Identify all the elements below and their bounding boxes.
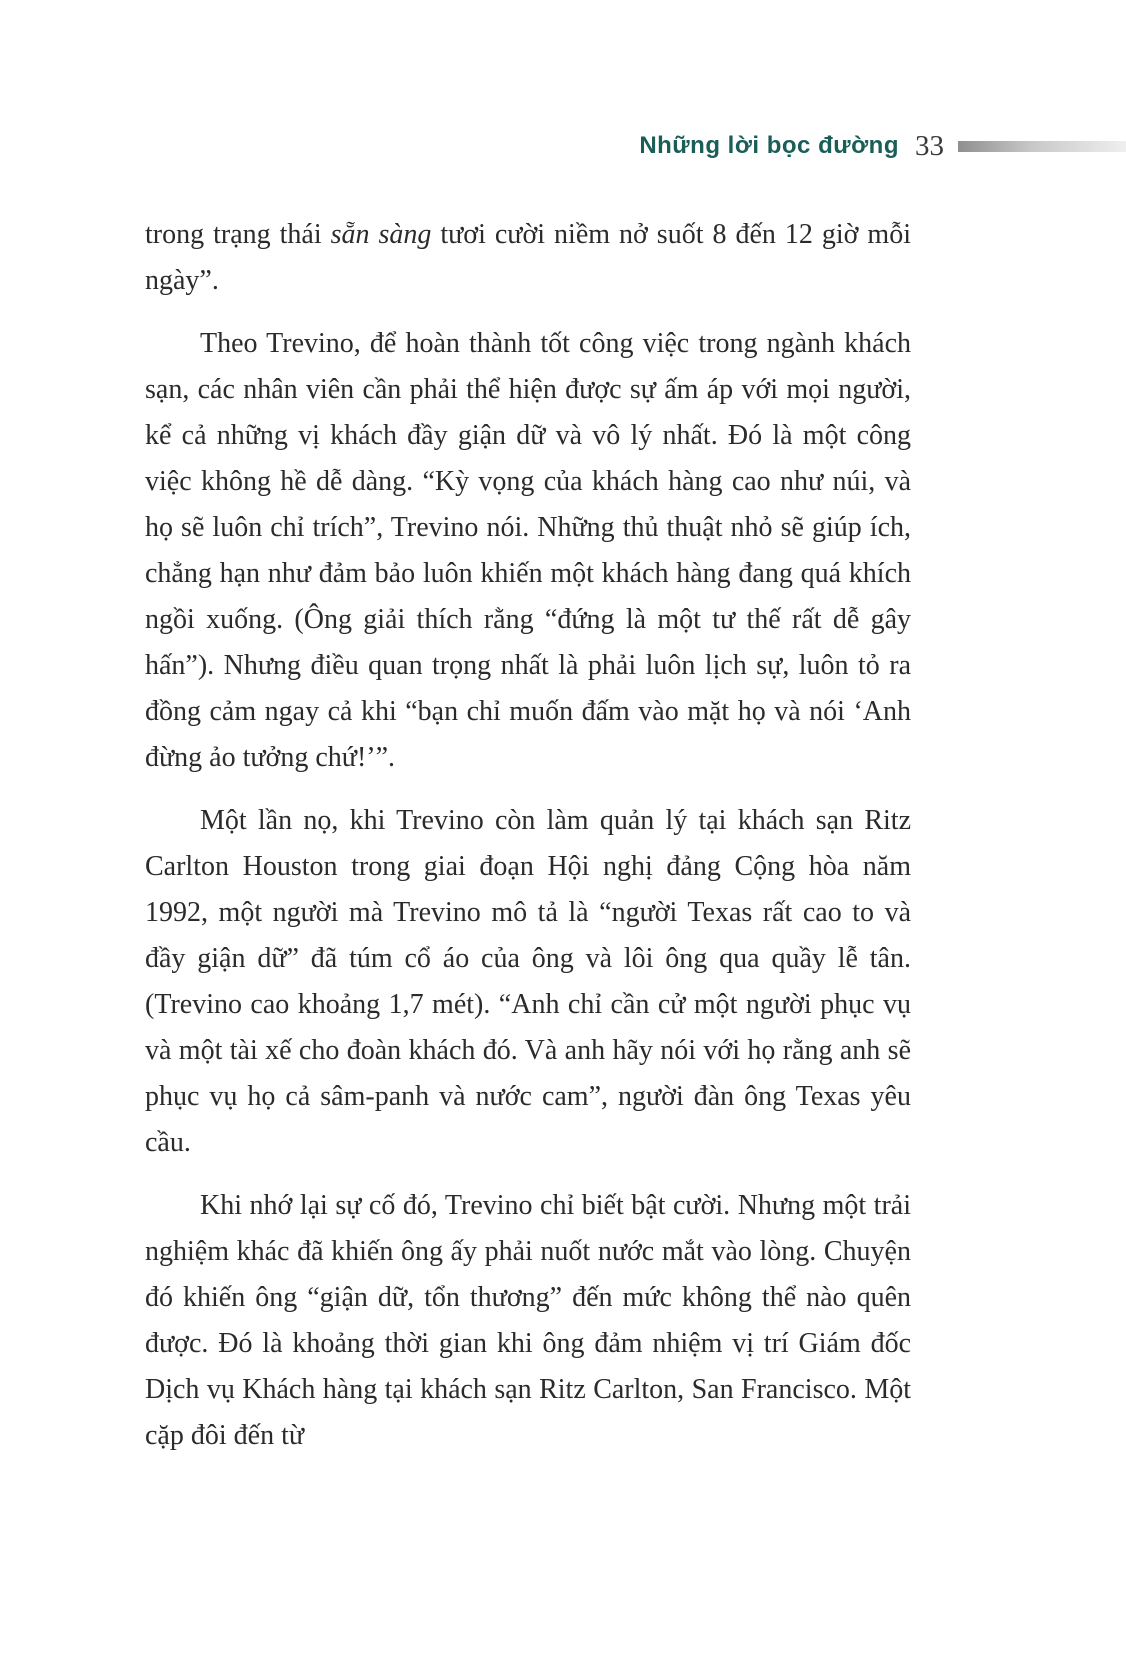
paragraph bbox=[145, 212, 911, 304]
text-run: Theo Trevino, để hoàn thành tốt công việc trong ngành khách sạn, các nhân viên cần phải thể hiện được sự ấm áp với mọi người, kể cả những vị khách đầy giận dữ và vô lý nhất. Đó là một công việc không hề dễ dàng. “Kỳ vọng của khách hàng cao như núi, và họ sẽ luôn chỉ trích”, Trevino nói. Những thủ thuật nhỏ sẽ giúp ích, chẳng hạn như đảm bảo luôn khiến một khách hàng đang quá khích ngồi xuống. (Ông giải thích rằng “đứng là một tư thế rất dễ gây hấn”). Nhưng điều quan trọng nhất là phải luôn lịch sự, luôn tỏ ra đồng cảm ngay cả khi “bạn chỉ muốn đấm vào mặt họ và nói ‘Anh đừng ảo tưởng chứ!’”. bbox=[145, 328, 911, 773]
paragraph bbox=[145, 798, 911, 1166]
header-rule bbox=[958, 141, 1126, 152]
text-run: tươi cười niềm nở suốt 8 đến 12 giờ mỗi ngày”. bbox=[145, 219, 911, 296]
text-run: Một lần nọ, khi Trevino còn làm quản lý tại khách sạn Ritz Carlton Houston trong giai đoạn Hội nghị đảng Cộng hòa năm 1992, một người mà Trevino mô tả là “người Texas rất cao to và đầy giận dữ” đã túm cổ áo của ông và lôi ông qua quầy lễ tân. (Trevino cao khoảng 1,7 mét). “Anh chỉ cần cử một người phục vụ và một tài xế cho đoàn khách đó. Và anh hãy nói với họ rằng anh sẽ phục vụ họ cả sâm-panh và nước cam”, người đàn ông Texas yêu cầu. bbox=[145, 805, 911, 1158]
italic-text-run: sẵn sàng bbox=[330, 219, 432, 250]
paragraph bbox=[145, 1183, 911, 1459]
paragraph bbox=[145, 321, 911, 781]
page-number: 33 bbox=[915, 129, 944, 162]
text-run: Khi nhớ lại sự cố đó, Trevino chỉ biết bật cười. Nhưng một trải nghiệm khác đã khiến ông ấy phải nuốt nước mắt vào lòng. Chuyện đó khiến ông “giận dữ, tổn thương” đến mức không thể nào quên được. Đó là khoảng thời gian khi ông đảm nhiệm vị trí Giám đốc Dịch vụ Khách hàng tại khách sạn Ritz Carlton, San Francisco. Một cặp đôi đến từ bbox=[145, 1190, 911, 1451]
text-block bbox=[145, 212, 911, 1476]
page-header bbox=[145, 128, 1126, 164]
running-head-title: Những lời bọc đường bbox=[639, 132, 899, 159]
text-run: trong trạng thái bbox=[145, 219, 331, 250]
